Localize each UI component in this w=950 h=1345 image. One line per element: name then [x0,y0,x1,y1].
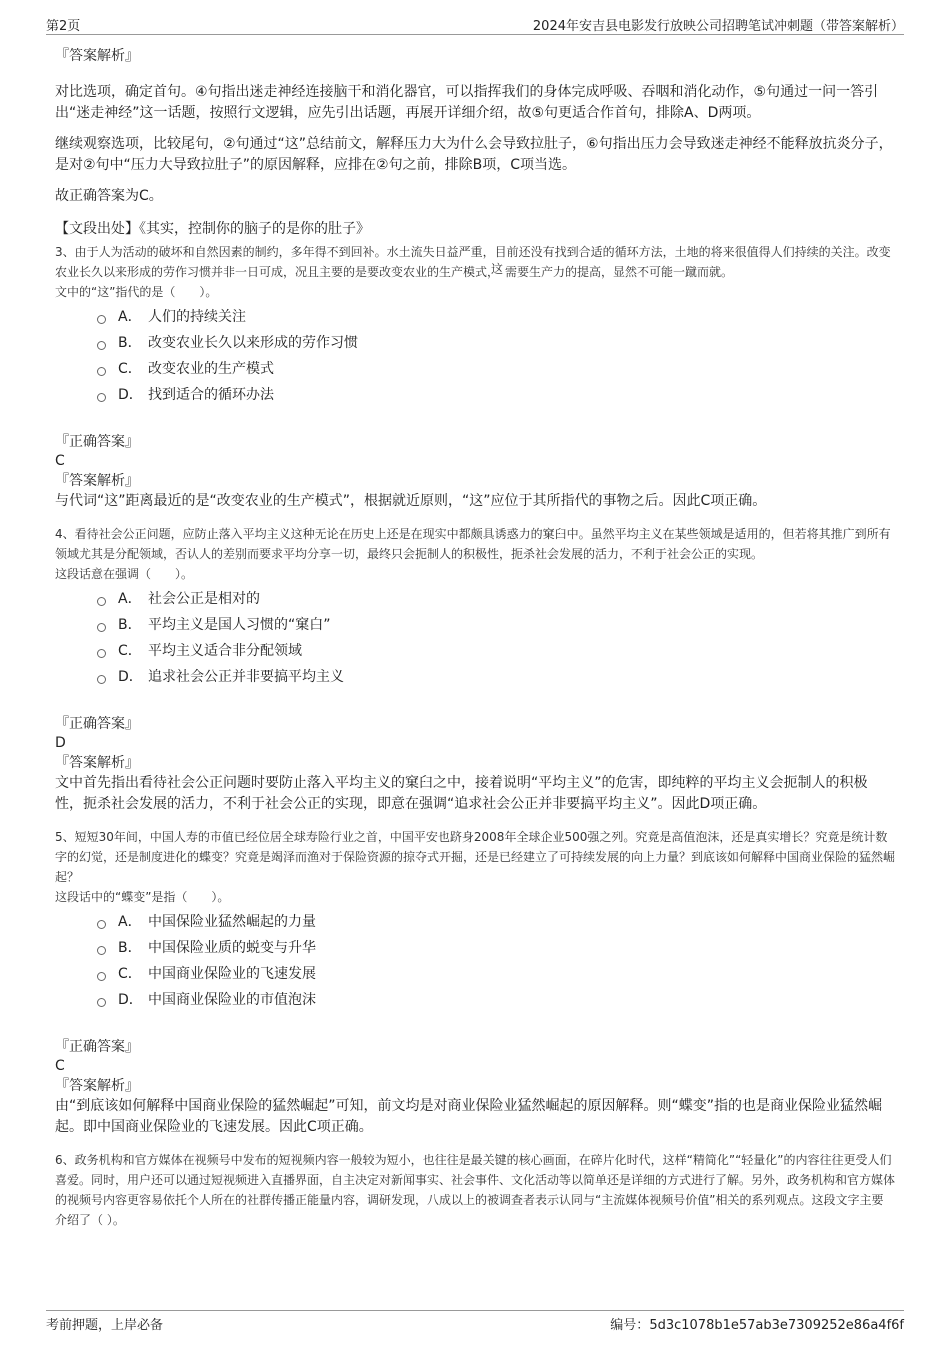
analysis-label: 『答案解析』 [55,473,139,489]
q5-option-a[interactable] [97,909,895,935]
q4-option-b[interactable] [97,612,895,638]
q3-option-a[interactable] [97,304,895,330]
footer-code-value: 5d3c1078b1e57ab3e7309252e86a4f6f [649,1318,904,1333]
option-text: 平均主义是国人习惯的“窠白” [148,617,331,633]
question-3 [55,242,895,512]
q3-option-c[interactable] [97,356,895,382]
footer-slogan: 考前押题，上岸必备 [46,1318,164,1333]
q4-option-a[interactable] [97,586,895,612]
option-letter: D． [118,669,143,685]
radio-icon[interactable] [97,920,106,929]
q5-ask: 这段话中的“蝶变”是指（ ）。 [55,890,230,904]
q3-option-b[interactable] [97,330,895,356]
q2-analysis-p1: 对比选项，确定首句。④句指出迷走神经连接脑干和消化器官，可以指挥我们的身体完成呼吸、吞咽和消化动作，⑤句通过一问一答引出“迷走神经”这一话题，按照行文逻辑，应先引出话题，再展开详细介绍，故⑤句更适合作首句，排除A、D两项。 [55,84,879,121]
q2-analysis-p3: 故正确答案为C。 [55,188,163,204]
q3-option-d[interactable] [97,382,895,408]
document-title: 2024年安吉县电影发行放映公司招聘笔试冲刺题（带答案解析） [532,19,904,34]
radio-icon[interactable] [97,367,106,376]
option-text: 找到适合的循环办法 [148,387,274,403]
q3-answer: C [55,453,65,469]
q4-answer: D [55,735,66,751]
radio-icon[interactable] [97,393,106,402]
q3-text-b: 需要生产力的提高，显然不可能一蹴而就。 [505,265,734,279]
q5-option-b[interactable] [97,935,895,961]
option-text: 追求社会公正并非要搞平均主义 [148,669,344,685]
radio-icon[interactable] [97,597,106,606]
option-text: 中国商业保险业的市值泡沫 [148,992,316,1008]
option-letter: B． [118,617,142,633]
q2-analysis-p2: 继续观察选项，比较尾句，②句通过“这”总结前文，解释压力大为什么会导致拉肚子，⑥句指出压力会导致迷走神经不能释放抗炎分子，是对②句中“压力大导致拉肚子”的原因解释，应排在②句之前，排除B项，C项当选。 [55,136,893,173]
q6-text: 6、政务机构和官方媒体在视频号中发布的短视频内容一般较为短小，也往往是最关键的核心画面，在碎片化时代，这样“精简化”“轻量化”的内容往往更受人们喜爱。同时，用户还可以通过短视频进入直播界面，自主决定对新闻事实、社会事件、文化活动等以简单还是详细的方式进行了解。另外，政务机构和官方媒体的视频号内容更容易依托个人所在的社群传播正能量内容，调研发现，八成以上的被调查者表示认同与“主流媒体视频号价值”相关的系列观点。这段文字主要介绍了（ ）。 [55,1153,896,1227]
radio-icon[interactable] [97,623,106,632]
q4-ask: 这段话意在强调（ ）。 [55,567,194,581]
radio-icon[interactable] [97,998,106,1007]
q5-option-d[interactable] [97,987,895,1013]
q4-analysis: 文中首先指出看待社会公正问题时要防止落入平均主义的窠臼之中，接着说明“平均主义”的危害，即纯粹的平均主义会扼制人的积极性，扼杀社会发展的活力，不利于社会公正的实现，即意在强调“追求社会公正并非要搞平均主义”。因此D项正确。 [55,775,868,812]
q4-option-c[interactable] [97,638,895,664]
page-number: 第2页 [46,19,81,34]
radio-icon[interactable] [97,649,106,658]
correct-label: 『正确答案』 [55,434,139,450]
q5-text: 5、短短30年间，中国人寿的市值已经位居全球寿险行业之首，中国平安也跻身2008年全球企业500强之列。究竟是高值泡沫，还是真实增长？究竟是统计数字的幻觉，还是制度进化的蝶变？究竟是竭泽而渔对于保险资源的掠夺式开掘，还是已经建立了可持续发展的向上力量？到底该如何解释中国商业保险的猛然崛起？ [55,830,896,884]
q3-analysis: 与代词“这”距离最近的是“改变农业的生产模式”，根据就近原则，“这”应位于其所指代的事物之后。因此C项正确。 [55,493,767,509]
option-text: 中国商业保险业的飞速发展 [148,966,316,982]
q4-text: 4、看待社会公正问题，应防止落入平均主义这种无论在历史上还是在现实中都颇具诱惑力的窠臼中。虽然平均主义在某些领域是适用的，但若将其推广到所有领域尤其是分配领域，否认人的差别而要求平均分享一切，最终只会扼制人的积极性，扼杀社会发展的活力，不利于社会公正的实现。 [55,527,891,561]
question-4 [55,524,895,815]
option-text: 平均主义适合非分配领域 [148,643,302,659]
correct-label: 『正确答案』 [55,1039,139,1055]
footer-code [610,1314,904,1333]
q2-source: 【文段出处】《其实，控制你的脑子的是你的肚子》 [55,221,370,237]
question-6 [55,1150,895,1230]
q5-option-c[interactable] [97,961,895,987]
footer-code-label: 编号： [610,1318,650,1333]
q3-mark-char: 这 [491,262,504,276]
q3-ask: 文中的“这”指代的是（ ）。 [55,285,218,299]
option-text: 改变农业长久以来形成的劳作习惯 [148,335,358,351]
radio-icon[interactable] [97,675,106,684]
radio-icon[interactable] [97,315,106,324]
radio-icon[interactable] [97,341,106,350]
q5-analysis: 由“到底该如何解释中国商业保险的猛然崛起”可知，前文均是对商业保险业猛然崛起的原因解释。则“蝶变”指的也是商业保险业猛然崛起。即中国商业保险业的飞速发展。因此C项正确。 [55,1098,883,1135]
document-body [55,46,895,1230]
question-5 [55,827,895,1138]
option-text: 改变农业的生产模式 [148,361,274,377]
option-text: 中国保险业猛然崛起的力量 [148,914,316,930]
option-letter: C． [118,643,142,659]
q2-analysis-block [55,46,895,239]
q3-text [55,242,895,282]
option-letter: A． [118,309,142,325]
option-text: 中国保险业质的蜕变与升华 [148,940,316,956]
q3-marked-word [491,262,505,279]
radio-icon[interactable] [97,946,106,955]
option-letter: C． [118,361,142,377]
option-letter: B． [118,940,142,956]
analysis-label: 『答案解析』 [55,1078,139,1094]
option-text: 社会公正是相对的 [148,591,260,607]
option-letter: D． [118,992,143,1008]
option-letter: B． [118,335,142,351]
option-text: 人们的持续关注 [148,309,246,325]
q3-options [97,304,895,408]
page-footer [46,1310,904,1333]
q3-text-a: 3、由于人为活动的破坏和自然因素的制约，多年得不到回补。水土流失日益严重，目前还没有找到合适的循环方法，土地的将来很值得人们持续的关注。改变农业长久以来形成的劳作习惯并非一日可成，况且主要的是要改变农业的生产模式， [55,245,891,279]
analysis-label: 『答案解析』 [55,48,139,64]
q5-answer: C [55,1058,65,1074]
correct-label: 『正确答案』 [55,716,139,732]
q4-options [97,586,895,690]
option-letter: A． [118,914,142,930]
option-letter: A． [118,591,142,607]
option-letter: C． [118,966,142,982]
option-letter: D． [118,387,143,403]
radio-icon[interactable] [97,972,106,981]
q4-option-d[interactable] [97,664,895,690]
analysis-label: 『答案解析』 [55,755,139,771]
page-header [46,14,904,35]
q5-options [97,909,895,1013]
